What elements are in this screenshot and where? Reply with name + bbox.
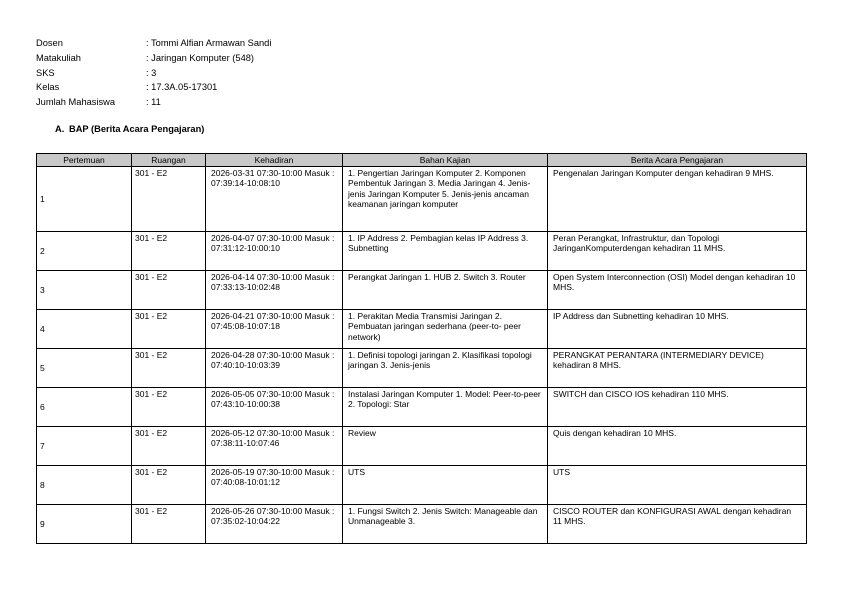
cell-berita-acara: UTS: [548, 466, 807, 505]
info-row-jumlah-mahasiswa: [36, 95, 271, 110]
cell-bahan-kajian: 1. Fungsi Switch 2. Jenis Switch: Manageable dan Unmanageable 3.: [343, 505, 548, 544]
table-row: [37, 349, 807, 388]
cell-kehadiran: 2026-04-07 07:30-10:00 Masuk : 07:31:12-10:00:10: [206, 232, 343, 271]
cell-bahan-kajian: Instalasi Jaringan Komputer 1. Model: Peer-to-peer 2. Topologi: Star: [343, 388, 548, 427]
info-label: Jumlah Mahasiswa: [36, 97, 116, 108]
cell-kehadiran: 2026-05-05 07:30-10:00 Masuk : 07:43:10-10:00:38: [206, 388, 343, 427]
cell-pertemuan: 3: [37, 271, 132, 310]
cell-berita-acara: Open System Interconnection (OSI) Model dengan kehadiran 10 MHS.: [548, 271, 807, 310]
cell-kehadiran: 2026-04-28 07:30-10:00 Masuk : 07:40:10-10:03:39: [206, 349, 343, 388]
info-label: Dosen: [36, 38, 63, 48]
section-title-text: BAP (Berita Acara Pengajaran): [69, 124, 205, 134]
cell-kehadiran: 2026-05-26 07:30-10:00 Masuk : 07:35:02-10:04:22: [206, 505, 343, 544]
cell-berita-acara: SWITCH dan CISCO IOS kehadiran 110 MHS.: [548, 388, 807, 427]
cell-berita-acara: Quis dengan kehadiran 10 MHS.: [548, 427, 807, 466]
cell-ruangan: 301 - E2: [132, 349, 206, 388]
info-value: : Jaringan Komputer (548): [146, 52, 255, 63]
header-berita-acara: Berita Acara Pengajaran: [548, 154, 807, 167]
info-row-dosen: [36, 36, 271, 51]
cell-kehadiran: 2026-05-12 07:30-10:00 Masuk : 07:38:11-10:07:46: [206, 427, 343, 466]
table-row: [37, 271, 807, 310]
cell-bahan-kajian: UTS: [343, 466, 548, 505]
cell-berita-acara: Pengenalan Jaringan Komputer dengan kehadiran 9 MHS.: [548, 167, 807, 232]
bap-table: [36, 153, 807, 544]
table-row: [37, 505, 807, 544]
cell-berita-acara: Peran Perangkat, Infrastruktur, dan Topologi JaringanKomputerdengan kehadiran 11 MHS.: [548, 232, 807, 271]
cell-ruangan: 301 - E2: [132, 388, 206, 427]
cell-pertemuan: 9: [37, 505, 132, 544]
cell-berita-acara: CISCO ROUTER dan KONFIGURASI AWAL dengan kehadiran 11 MHS.: [548, 505, 807, 544]
cell-berita-acara: PERANGKAT PERANTARA (INTERMEDIARY DEVICE) kehadiran 8 MHS.: [548, 349, 807, 388]
section-letter: A.: [55, 124, 65, 134]
header-bahan-kajian: Bahan Kajian: [343, 154, 548, 167]
cell-bahan-kajian: 1. IP Address 2. Pembagian kelas IP Address 3. Subnetting: [343, 232, 548, 271]
cell-bahan-kajian: Perangkat Jaringan 1. HUB 2. Switch 3. Router: [343, 271, 548, 310]
info-value: : 17.3A.05-17301: [146, 82, 218, 93]
cell-pertemuan: 1: [37, 167, 132, 232]
table-row: [37, 232, 807, 271]
info-row-kelas: [36, 80, 271, 95]
info-value: : Tommi Alfian Armawan Sandi: [146, 38, 272, 48]
cell-pertemuan: 5: [37, 349, 132, 388]
header-pertemuan: Pertemuan: [37, 154, 132, 167]
cell-ruangan: 301 - E2: [132, 427, 206, 466]
table-row: [37, 466, 807, 505]
table-row: [37, 310, 807, 349]
cell-pertemuan: 4: [37, 310, 132, 349]
cell-kehadiran: 2026-03-31 07:30-10:00 Masuk : 07:39:14-10:08:10: [206, 167, 343, 232]
cell-ruangan: 301 - E2: [132, 232, 206, 271]
info-value: : 3: [146, 67, 157, 78]
cell-bahan-kajian: 1. Definisi topologi jaringan 2. Klasifikasi topologi jaringan 3. Jenis-jenis: [343, 349, 548, 388]
info-label: SKS: [36, 67, 55, 78]
course-info: [36, 36, 271, 110]
info-value: : 11: [146, 97, 161, 108]
table-header-row: [37, 154, 807, 167]
cell-pertemuan: 7: [37, 427, 132, 466]
cell-kehadiran: 2026-04-14 07:30-10:00 Masuk : 07:33:13-10:02:48: [206, 271, 343, 310]
cell-kehadiran: 2026-05-19 07:30-10:00 Masuk : 07:40:08-10:01:12: [206, 466, 343, 505]
cell-bahan-kajian: 1. Pengertian Jaringan Komputer 2. Komponen Pembentuk Jaringan 3. Media Jaringan 4. Jenis-jenis Jaringan Komputer 5. Jenis-jenis ancaman keamanan jaringan komputer: [343, 167, 548, 232]
cell-bahan-kajian: Review: [343, 427, 548, 466]
info-label: Kelas: [36, 82, 60, 93]
cell-ruangan: 301 - E2: [132, 271, 206, 310]
cell-bahan-kajian: 1. Perakitan Media Transmisi Jaringan 2. Pembuatan jaringan sederhana (peer-to- peer network): [343, 310, 548, 349]
table-row: [37, 167, 807, 232]
cell-ruangan: 301 - E2: [132, 167, 206, 232]
info-row-matakuliah: [36, 51, 271, 66]
cell-ruangan: 301 - E2: [132, 505, 206, 544]
cell-kehadiran: 2026-04-21 07:30-10:00 Masuk : 07:45:08-10:07:18: [206, 310, 343, 349]
section-title: [55, 124, 204, 134]
cell-pertemuan: 6: [37, 388, 132, 427]
cell-berita-acara: IP Address dan Subnetting kehadiran 10 MHS.: [548, 310, 807, 349]
table-row: [37, 388, 807, 427]
info-label: Matakuliah: [36, 52, 81, 63]
cell-ruangan: 301 - E2: [132, 310, 206, 349]
cell-pertemuan: 8: [37, 466, 132, 505]
table-row: [37, 427, 807, 466]
header-ruangan: Ruangan: [132, 154, 206, 167]
info-row-sks: [36, 66, 271, 81]
header-kehadiran: Kehadiran: [206, 154, 343, 167]
cell-ruangan: 301 - E2: [132, 466, 206, 505]
cell-pertemuan: 2: [37, 232, 132, 271]
